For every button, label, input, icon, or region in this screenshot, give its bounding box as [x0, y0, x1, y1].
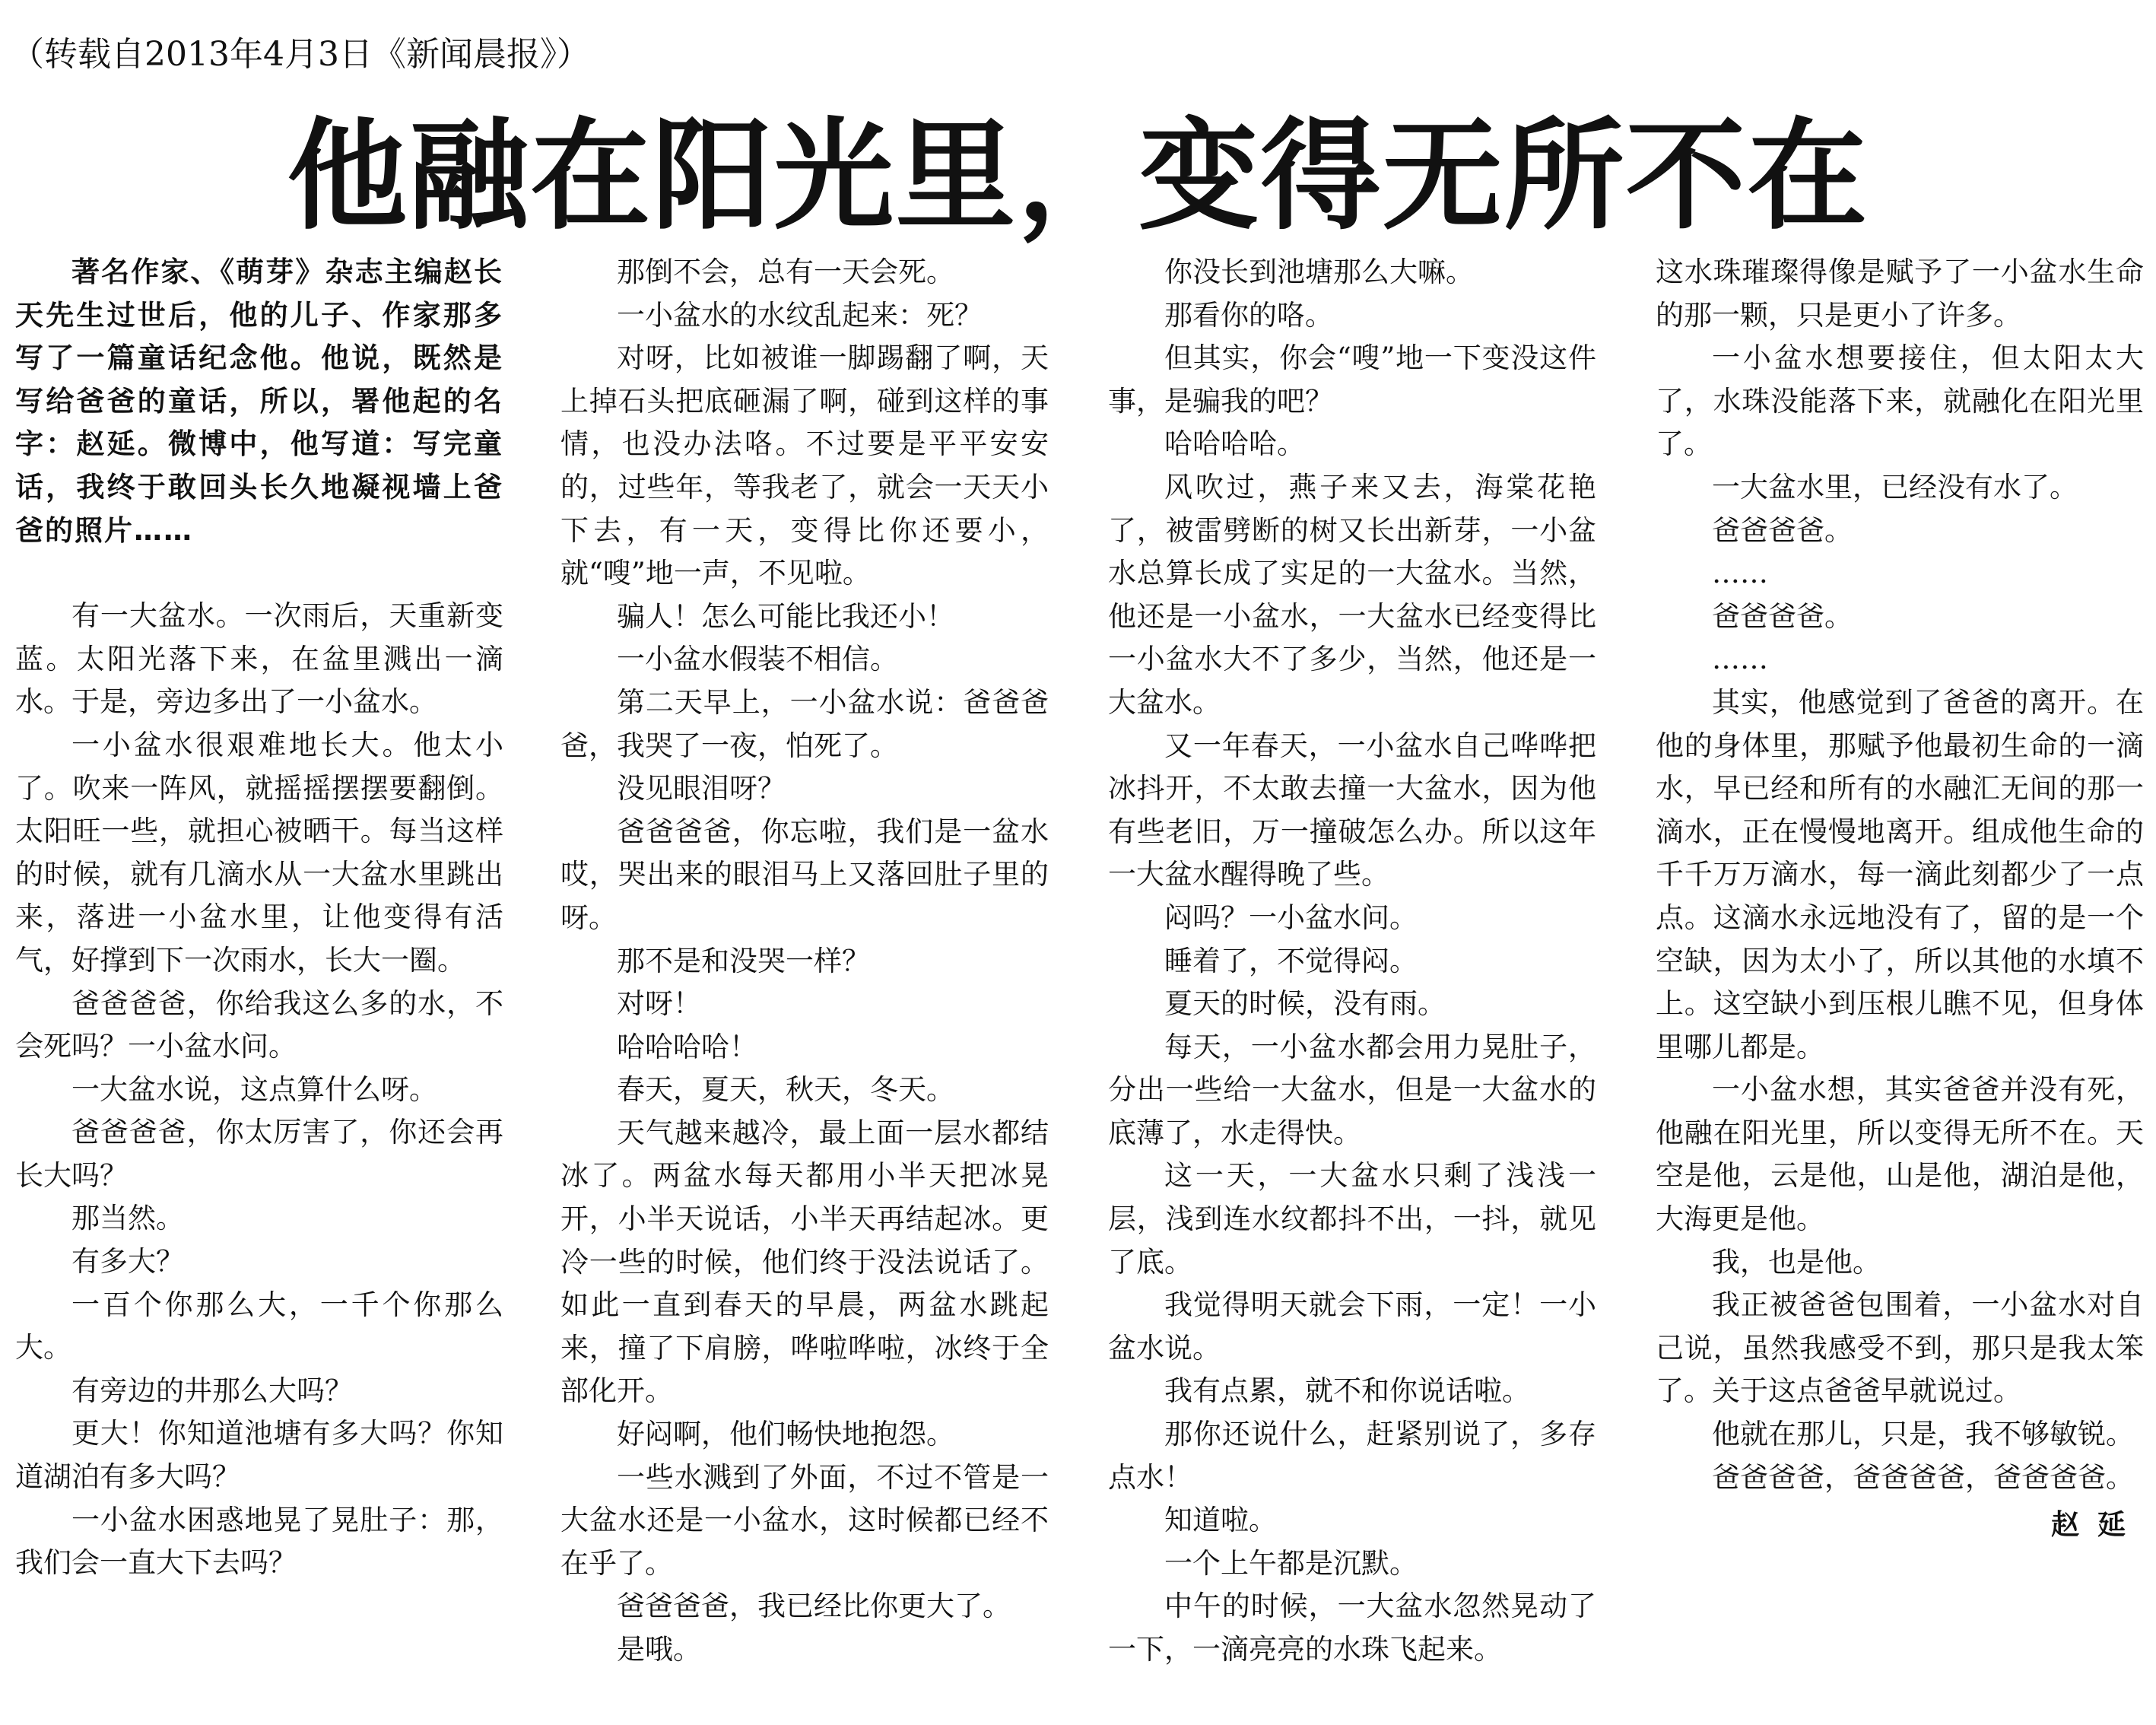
story-paragraph: 一些水溅到了外面，不过不管是一大盆水还是一小盆水，这时候都已经不在乎了。: [560, 1460, 1049, 1580]
story-paragraph: 更大！你知道池塘有多大吗？你知道湖泊有多大吗？: [15, 1417, 503, 1494]
article-column-2: [560, 251, 1049, 1672]
story-paragraph: 一小盆水想，其实爸爸并没有死，他融在阳光里，所以变得无所不在。天空是他，云是他，山是他，湖泊是他，大海更是他。: [1656, 1073, 2144, 1236]
story-paragraph: 一小盆水的水纹乱起来：死？: [617, 298, 983, 332]
story-paragraph: 一小盆水困惑地晃了晃肚子：那，我们会一直大下去吗？: [15, 1503, 503, 1580]
story-paragraph: 爸爸爸爸，你忘啦，我们是一盆水哎，哭出来的眼泪马上又落回肚子里的呀。: [560, 815, 1049, 934]
story-paragraph: 我觉得明天就会下雨，一定！一小盆水说。: [1108, 1288, 1596, 1364]
story-paragraph: 其实，他感觉到了爸爸的离开。在他的身体里，那赋予他最初生命的一滴水，早已经和所有的水融汇无间的那一滴水，正在慢慢地离开。组成他生命的千千万万滴水，每一滴此刻都少了一点点。这滴水永远地没有了，留的是一个空缺，因为太小了，所以其他的水填不上。这空缺小到压根儿瞧不见，但身体里哪儿都是。: [1656, 685, 2144, 1063]
story-paragraph: 爸爸爸爸，你太厉害了，你还会再长大吗？: [15, 1116, 503, 1192]
story-paragraph: 这水珠璀璨得像是赋予了一小盆水生命的那一颗，只是更小了许多。: [1656, 256, 2144, 332]
story-paragraph: 骗人！怎么可能比我还小！: [617, 599, 954, 633]
story-paragraph: 这一天，一大盆水只剩了浅浅一层，浅到连水纹都抖不出，一抖，就见了底。: [1108, 1159, 1596, 1279]
story-paragraph: 第二天早上，一小盆水说：爸爸爸爸，我哭了一夜，怕死了。: [560, 685, 1049, 762]
story-paragraph: 睡着了，不觉得闷。: [1164, 944, 1418, 977]
story-paragraph: 爸爸爸爸。: [1712, 599, 1853, 633]
story-paragraph: 一小盆水想要接住，但太阳太大了，水珠没能落下来，就融化在阳光里了。: [1656, 342, 2144, 461]
story-paragraph: 那倒不会，总有一天会死。: [617, 256, 954, 288]
story-paragraph: 爸爸爸爸，你给我这么多的水，不会死吗？一小盆水问。: [15, 986, 503, 1063]
story-paragraph: 一大盆水里，已经没有水了。: [1712, 470, 2078, 504]
article-column-1: [15, 251, 503, 1585]
author-byline: 赵延: [2051, 1508, 2144, 1542]
story-paragraph: 一小盆水假装不相信。: [617, 643, 898, 676]
story-paragraph: 有旁边的井那么大吗？: [71, 1374, 353, 1407]
story-paragraph: 那不是和没哭一样？: [617, 944, 870, 977]
story-paragraph: 对呀，比如被谁一脚踢翻了啊，天上掉石头把底砸漏了啊，碰到这样的事情，也没办法咯。不过要是平平安安的，过些年，等我老了，就会一天天小下去，有一天，变得比你还要小，就“嗖”地一声，不见啦。: [560, 342, 1049, 590]
story-paragraph: 我有点累，就不和你说话啦。: [1164, 1374, 1530, 1408]
story-paragraph: 有一大盆水。一次雨后，天重新变蓝。太阳光落下来，在盆里溅出一滴水。于是，旁边多出了一小盆水。: [15, 599, 503, 719]
story-paragraph: 知道啦。: [1164, 1504, 1277, 1537]
story-paragraph: 爸爸爸爸，我已经比你更大了。: [617, 1590, 1011, 1623]
story-paragraph: 爸爸爸爸。: [1712, 513, 1853, 547]
story-paragraph: 你没长到池塘那么大嘛。: [1164, 256, 1474, 288]
story-paragraph: 我正被爸爸包围着，一小盆水对自己说，虽然我感受不到，那只是我太笨了。关于这点爸爸早就说过。: [1656, 1288, 2144, 1408]
story-paragraph: 春天，夏天，秋天，冬天。: [617, 1073, 954, 1107]
story-paragraph: 那看你的咯。: [1164, 298, 1333, 332]
story-paragraph: 哈哈哈哈。: [1164, 427, 1305, 461]
story-paragraph: 一大盆水说，这点算什么呀。: [71, 1072, 437, 1106]
article-column-3: [1108, 251, 1596, 1672]
story-paragraph: 是哦。: [617, 1633, 701, 1666]
story-paragraph: 那你还说什么，赶紧别说了，多存点水！: [1108, 1418, 1596, 1494]
story-paragraph: 哈哈哈哈！: [617, 1030, 757, 1063]
story-paragraph: 好闷啊，他们畅快地抱怨。: [617, 1418, 954, 1451]
story-paragraph: 一小盆水很艰难地长大。他太小了。吹来一阵风，就摇摇摆摆要翻倒。太阳旺一些，就担心被晒干。每当这样的时候，就有几滴水从一大盆水里跳出来，落进一小盆水里，让他变得有活气，好撑到下一次雨水，长大一圈。: [15, 728, 503, 977]
article-column-4: [1656, 251, 2144, 1547]
headline: 他融在阳光里，变得无所不在: [287, 106, 1869, 246]
story-paragraph: 夏天的时候，没有雨。: [1164, 987, 1446, 1021]
story-paragraph: 但其实，你会“嗖”地一下变没这件事，是骗我的吧？: [1108, 342, 1596, 418]
lead-paragraph: 著名作家、《萌芽》杂志主编赵长天先生过世后，他的儿子、作家那多写了一篇童话纪念他。他说，既然是写给爸爸的童话，所以，署他起的名字：赵延。微博中，他写道：写完童话，我终于敢回头长久地凝视墙上爸爸的照片……: [15, 256, 503, 547]
story-paragraph: 对呀！: [617, 987, 701, 1021]
story-paragraph: 他就在那儿，只是，我不够敏锐。: [1712, 1418, 2134, 1451]
story-paragraph: 闷吗？一小盆水问。: [1164, 901, 1418, 934]
story-paragraph: 那当然。: [71, 1202, 184, 1235]
story-paragraph: 中午的时候，一大盆水忽然晃动了一下，一滴亮亮的水珠飞起来。: [1108, 1590, 1596, 1666]
story-paragraph: 没见眼泪呀？: [617, 772, 786, 805]
story-paragraph: 爸爸爸爸，爸爸爸爸，爸爸爸爸。: [1712, 1460, 2134, 1494]
story-paragraph: 又一年春天，一小盆水自己哗哗把冰抖开，不太敢去撞一大盆水，因为他有些老旧，万一撞破怎么办。所以这年一大盆水醒得晚了些。: [1108, 729, 1596, 891]
story-paragraph: 一百个你那么大，一千个你那么大。: [15, 1288, 503, 1364]
story-paragraph: 有多大？: [71, 1245, 184, 1279]
story-paragraph: 我，也是他。: [1712, 1245, 1881, 1279]
source-note: （转载自2013年4月3日《新闻晨报》）: [11, 35, 590, 74]
story-paragraph: 一个上午都是沉默。: [1164, 1546, 1418, 1580]
story-paragraph: 风吹过，燕子来又去，海棠花艳了，被雷劈断的树又长出新芽，一小盆水总算长成了实足的一大盆水。当然，他还是一小盆水，一大盆水已经变得比一小盆水大不了多少，当然，他还是一大盆水。: [1108, 470, 1596, 719]
story-paragraph: ……: [1712, 643, 1768, 676]
story-paragraph: ……: [1712, 557, 1768, 590]
story-paragraph: 每天，一小盆水都会用力晃肚子，分出一些给一大盆水，但是一大盆水的底薄了，水走得快。: [1108, 1030, 1596, 1149]
story-paragraph: 天气越来越冷，最上面一层水都结冰了。两盆水每天都用小半天把冰晃开，小半天说话，小半天再结起冰。更冷一些的时候，他们终于没法说话了。如此一直到春天的早晨，两盆水跳起来，撞了下肩膀，哗啦哗啦，冰终于全部化开。: [560, 1116, 1049, 1408]
